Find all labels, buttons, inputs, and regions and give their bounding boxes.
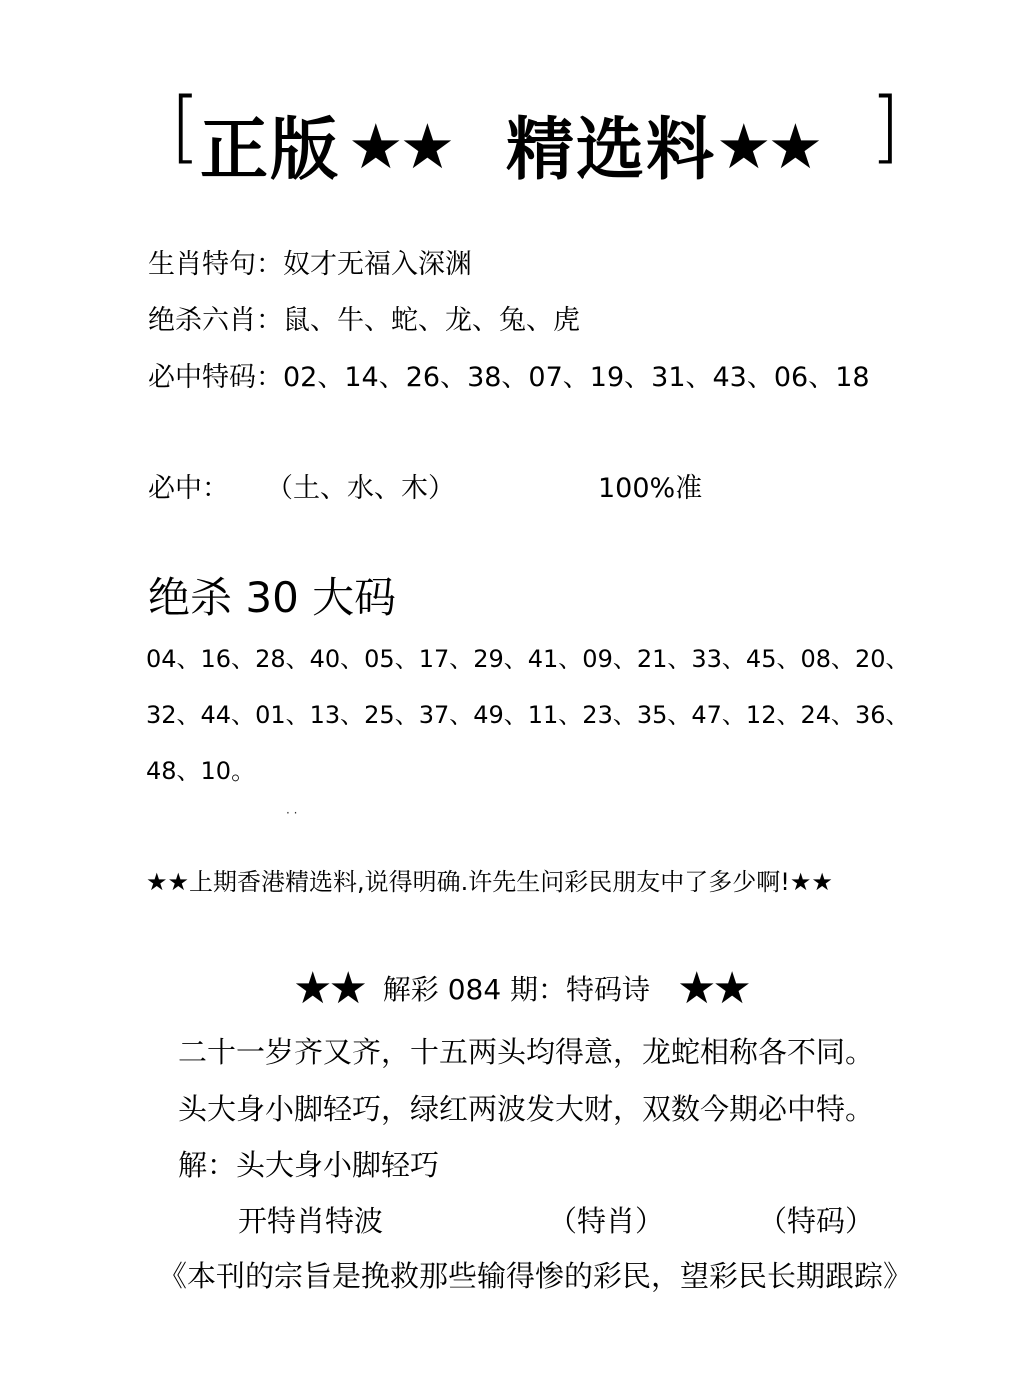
poem-heading-text: 解彩 084 期：特码诗: [382, 973, 651, 1006]
title-word-jingxuanliao: 精选料: [506, 111, 717, 190]
open-special-label: 开特肖特波: [238, 1204, 384, 1238]
kill30-heading: 绝杀 30 大码: [148, 573, 397, 622]
page-title: [170, 82, 910, 190]
kill30-row-2: 32、44、01、13、25、37、49、11、23、35、47、12、24、36、: [146, 701, 910, 729]
poem-line-1: 二十一岁齐又齐，十五两头均得意，龙蛇相称各不同。: [178, 1035, 875, 1069]
footer-motto: 《本刊的宗旨是挽救那些输得惨的彩民，望彩民长期跟踪》: [158, 1259, 913, 1293]
scan-dots: · ·: [286, 806, 298, 820]
kill-six-zodiacs: 绝杀六肖：鼠、牛、蛇、龙、兔、虎: [148, 305, 580, 336]
promo-banner: ★★上期香港精选料,说得明确.许先生问彩民朋友中了多少啊!★★: [146, 868, 833, 896]
must-hit-label: 必中：: [148, 473, 229, 504]
must-special-numbers: 必中特码：02、14、26、38、07、19、31、43、06、18: [148, 362, 870, 393]
poem-stars-right: ★★: [676, 963, 748, 1014]
poem-explain: 解：头大身小脚轻巧: [178, 1148, 440, 1182]
zodiac-phrase: 生肖特句：奴才无福入深渊: [148, 249, 472, 280]
title-open-bracket: [: [170, 82, 201, 172]
te-xiao-label: （特肖）: [548, 1204, 665, 1238]
poem-line-2: 头大身小脚轻巧，绿红两波发大财，双数今期必中特。: [178, 1092, 875, 1126]
title-close-bracket: ]: [870, 82, 901, 172]
title-stars-left: ★★: [348, 110, 452, 183]
accuracy-label: 100%准: [598, 473, 703, 504]
poem-stars-left: ★★: [293, 963, 364, 1014]
title-word-zhengban: 正版: [200, 111, 341, 190]
poem-heading: [293, 963, 748, 1014]
kill30-row-1: 04、16、28、40、05、17、29、41、09、21、33、45、08、20、: [146, 645, 910, 673]
te-ma-label: （特码）: [758, 1204, 875, 1238]
must-hit-elements: （土、水、木）: [266, 473, 455, 504]
title-stars-right: ★★: [716, 110, 820, 183]
kill30-row-3: 48、10。: [146, 757, 256, 785]
